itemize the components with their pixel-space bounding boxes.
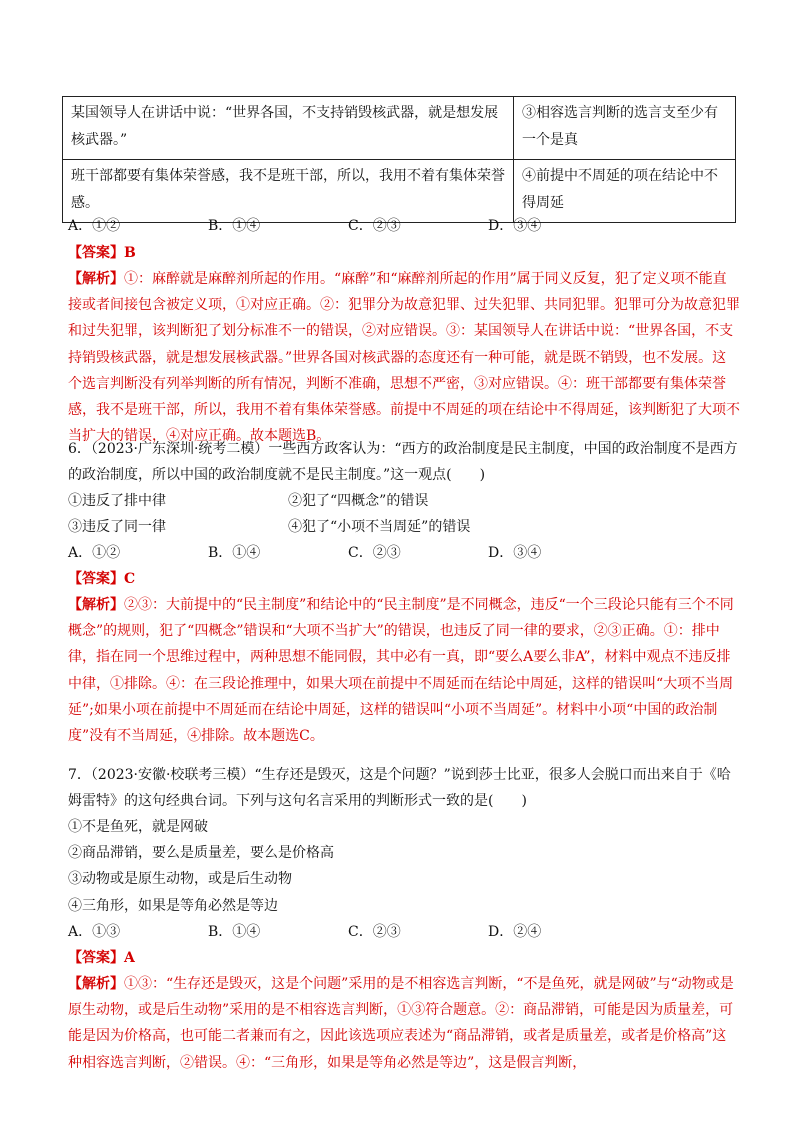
option: C．②③ <box>348 218 401 234</box>
analysis-label: 【解析】 <box>68 597 124 613</box>
q5-answer <box>68 240 136 266</box>
answer-label: 【答案】 <box>68 245 124 261</box>
option: B．①④ <box>208 924 261 940</box>
table-cell: 某国领导人在讲话中说：“世界各国，不支持销毁核武器，就是想发展核武器。” <box>63 97 514 160</box>
q6-answer <box>68 566 135 592</box>
answer-value: B <box>124 245 136 261</box>
analysis-text: ①：麻醉就是麻醉剂所起的作用。“麻醉”和“麻醉剂所起的作用”属于同义反复，犯了定义项不能直接或者间接包含被定义项，①对应正确。②：犯罪分为故意犯罪、过失犯罪、共同犯罪。犯罪可分为故意犯罪和过失犯罪，该判断犯了划分标准不一的错误，②对应错误。③：某国领导人在讲话中说：“世界各国，不支持销毁核武器，就是想发展核武器。”世界各国对核武器的态度还有一种可能，就是既不销毁，也不发展。这个选言判断没有列举判断的所有情况，判断不准确，思想不严密，③对应错误。④：班干部都要有集体荣誉感，我不是班干部，所以，我用不着有集体荣誉感。前提中不周延的项在结论中不得周延，该判断犯了大项不当扩大的错误，④对应正确。故本题选B。 <box>68 271 740 445</box>
option: A．①② <box>68 218 121 234</box>
list-item: ①违反了排中律 <box>68 493 166 509</box>
table-cell: ③相容选言判断的选言支至少有一个是真 <box>514 97 736 160</box>
answer-value: A <box>124 950 135 966</box>
table-cell: 班干部都要有集体荣誉感，我不是班干部，所以，我用不着有集体荣誉感。 <box>63 160 514 223</box>
answer-label: 【答案】 <box>68 571 124 587</box>
option: C．②③ <box>348 545 401 561</box>
analysis-text: ①③：“生存还是毁灭，这是个问题”采用的是不相容选言判断，“不是鱼死，就是网破”与“动物或是原生动物，或是后生动物”采用的是不相容选言判断，①③符合题意。②：商品滞销，可能是因为质量差，可能是因为价格高，也可能二者兼而有之，因此该选项应表述为“商品滞销，或者是质量差，或者是价格高”这种相容选言判断，②错误。④：“三角形，如果是等角必然是等边”，这是假言判断， <box>68 976 734 1071</box>
table-row <box>63 97 736 160</box>
list-item: ②犯了“四概念”的错误 <box>288 493 429 509</box>
q7-analysis <box>68 971 740 1076</box>
comparison-table <box>62 96 736 223</box>
option: D．②④ <box>488 924 542 940</box>
q6-stem: 6．（2023·广东深圳·统考二模）一些西方政客认为：“西方的政治制度是民主制度，中国的政治制度不是西方的政治制度，所以中国的政治制度就不是民主制度。”这一观点( ) <box>68 441 738 484</box>
q5-analysis <box>68 266 740 449</box>
analysis-text: ②③：大前提中的“民主制度”和结论中的“民主制度”是不同概念，违反“一个三段论只能有三个不同概念”的规则，犯了“四概念”错误和“大项不当扩大”的错误，也违反了同一律的要求，②③正确。①：排中律，指在同一个思维过程中，两种思想不能同假，其中必有一真，即“要么A要么非A”，材料中观点不违反排中律，①排除。④：在三段论推理中，如果大项在前提中不周延而在结论中周延，这样的错误叫“大项不当周延”;如果小项在前提中不周延而在结论中周延，这样的错误叫“小项不当周延”。材料中小项“中国的政治制度”没有不当周延，④排除。故本题选C。 <box>68 597 734 745</box>
list-item: ③违反了同一律 <box>68 519 166 536</box>
option: A．①③ <box>68 924 121 940</box>
list-item: ①不是鱼死，就是网破 <box>68 819 208 835</box>
list-item: ④犯了“小项不当周延”的错误 <box>288 519 471 536</box>
option: D．③④ <box>488 218 542 234</box>
option: D．③④ <box>488 545 542 561</box>
q6-items <box>68 488 740 540</box>
answer-label: 【答案】 <box>68 950 124 966</box>
q7-options <box>68 919 628 945</box>
answer-value: C <box>124 571 136 587</box>
q7-answer <box>68 945 135 971</box>
option: A．①② <box>68 545 121 561</box>
analysis-label: 【解析】 <box>68 271 124 287</box>
list-item: ③动物或是原生动物，或是后生动物 <box>68 871 292 888</box>
q5-options <box>68 213 628 239</box>
q7-stem: 7．（2023·安徽·校联考三模）“生存还是毁灭，这是个问题？”说到莎士比亚，很多人会脱口而出来自于《哈姆雷特》的这句经典台词。下列与这句名言采用的判断形式一致的是( ) <box>68 767 731 810</box>
option: B．①④ <box>208 545 261 561</box>
q6-options <box>68 540 628 566</box>
analysis-label: 【解析】 <box>68 976 124 992</box>
q7-items <box>68 814 740 919</box>
option: C．②③ <box>348 924 401 940</box>
option: B．①④ <box>208 218 261 234</box>
list-item: ②商品滞销，要么是质量差，要么是价格高 <box>68 845 334 862</box>
q6-analysis <box>68 592 740 749</box>
table-cell: ④前提中不周延的项在结论中不得周延 <box>514 160 736 223</box>
list-item: ④三角形，如果是等角必然是等边 <box>68 897 278 914</box>
